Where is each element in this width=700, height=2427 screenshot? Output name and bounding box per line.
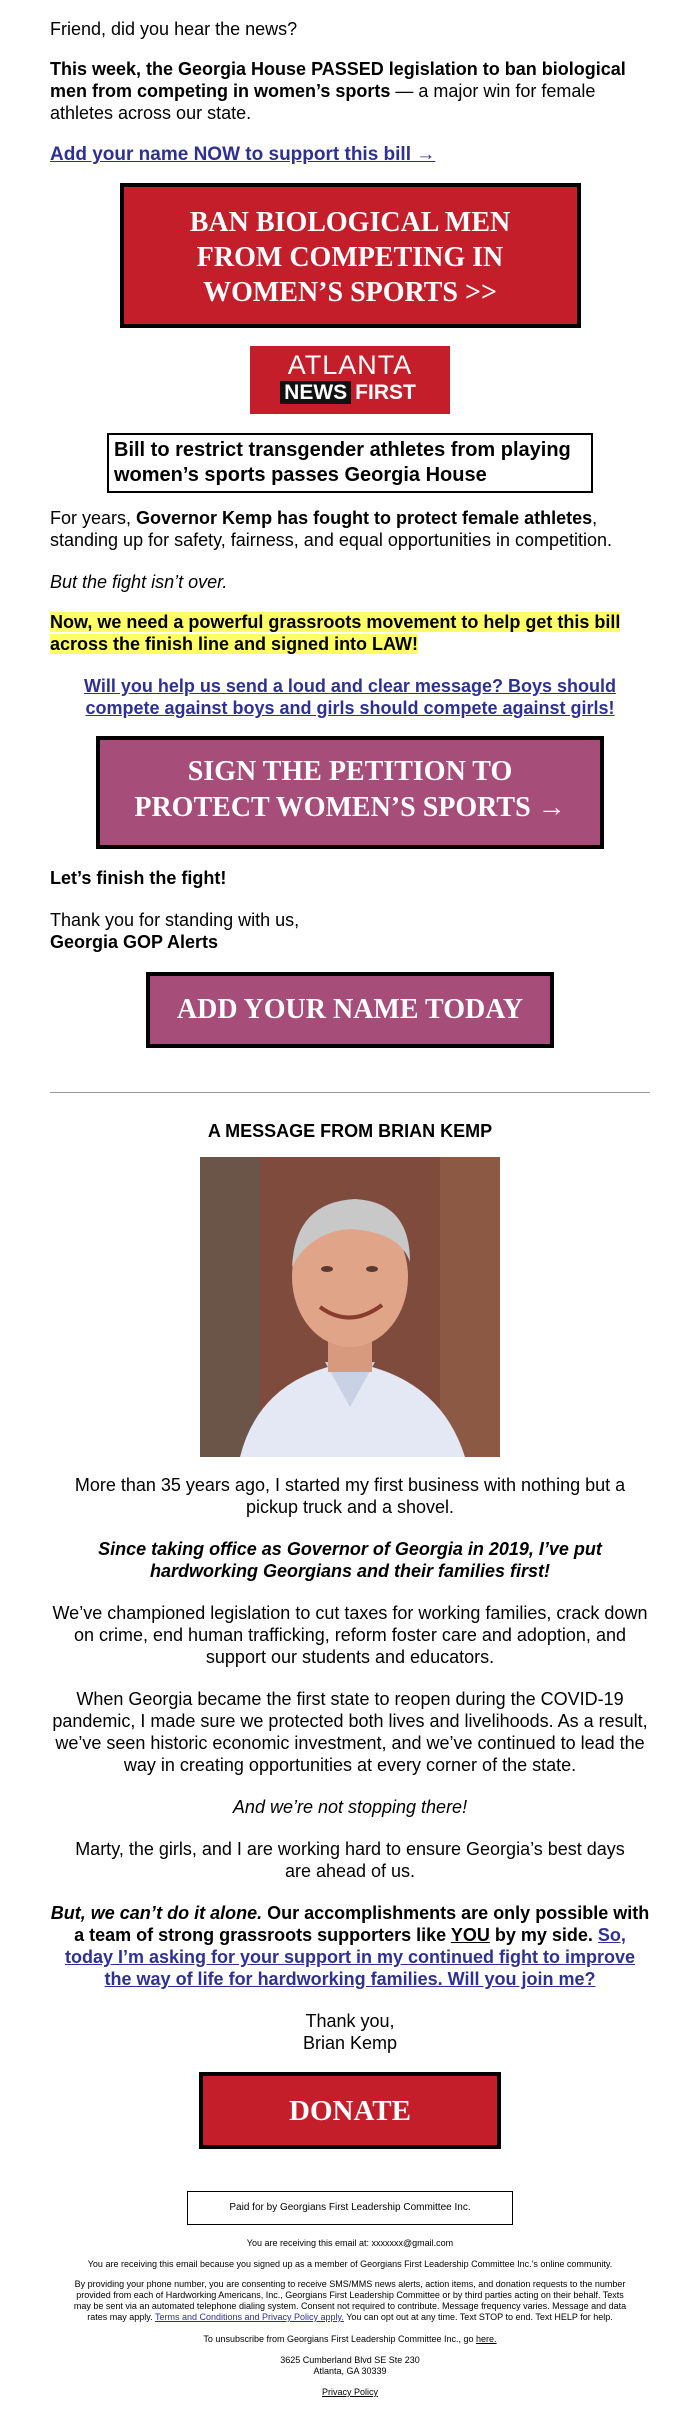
logo-first-text: FIRST	[355, 381, 416, 404]
logo-news-text: NEWS	[280, 381, 351, 404]
logo-top-text: ATLANTA	[287, 350, 413, 380]
sign-petition-button[interactable]	[96, 736, 604, 849]
kemp-heading: A MESSAGE FROM BRIAN KEMP	[207, 1121, 493, 1141]
paragraph-kemp-fought: For years, Governor Kemp has fought to protect female athletes, standing up for safety, fairness, and equal opportunities in competition.	[50, 508, 613, 550]
kemp-p3: We’ve championed legislation to cut taxes for working families, crack down on crime, end human trafficking, reform foster care and adoption, and support our students and educators.	[52, 1603, 648, 1667]
kemp-p1: More than 35 years ago, I started my first business with nothing but a pickup truck and a shovel.	[74, 1475, 626, 1517]
atlanta-news-first-logo	[250, 346, 450, 414]
greeting: Friend, did you hear the news?	[50, 19, 298, 39]
banner1-line2: FROM COMPETING IN	[196, 242, 504, 273]
message-link[interactable]: Will you help us send a loud and clear message? Boys should compete against boys and girls should compete against girls!	[84, 676, 616, 718]
kemp-thanks: Thank you,	[305, 2011, 395, 2031]
intro-paragraph	[50, 58, 650, 124]
address-line2: Atlanta, GA 30339	[313, 2366, 387, 2376]
reason-text: You are receiving this email because you signed up as a member of Georgians First Leadership Committee Inc.'s online community.	[87, 2259, 613, 2269]
headline-box: Bill to restrict transgender athletes from playing women’s sports passes Georgia House	[107, 433, 593, 493]
terms-link[interactable]: Terms and Conditions and Privacy Policy apply.	[154, 2312, 344, 2322]
privacy-policy-link[interactable]: Privacy Policy	[321, 2387, 378, 2397]
support-fight-link[interactable]: So, today I’m asking for your support in my continued fight to improve the way of life for hardworking families. Will you join me?	[64, 1925, 636, 1989]
paragraph-fight-not-over: But the fight isn’t over.	[50, 572, 228, 592]
banner2-line1: SIGN THE PETITION TO	[187, 756, 513, 787]
paid-for-box: Paid for by Georgians First Leadership Committee Inc.	[187, 2191, 513, 2225]
banner3-text: ADD YOUR NAME TODAY	[176, 994, 524, 1025]
finish-fight-text: Let’s finish the fight!	[50, 868, 227, 888]
kemp-photo	[200, 1157, 500, 1457]
address-line1: 3625 Cumberland Blvd SE Ste 230	[280, 2355, 420, 2365]
donate-label: DONATE	[289, 2095, 411, 2127]
kemp-p5: And we’re not stopping there!	[232, 1797, 468, 1817]
receiving-email-text: You are receiving this email at: xxxxxxx@gmail.com	[246, 2238, 454, 2248]
banner1-line3: WOMEN’S SPORTS >>	[203, 277, 497, 308]
intro-rest: — a major win for female athletes across our state.	[50, 81, 596, 123]
kemp-p6: Marty, the girls, and I are working hard to ensure Georgia’s best days are ahead of us.	[75, 1839, 625, 1881]
ban-banner-button[interactable]	[120, 183, 581, 328]
kemp-name: Brian Kemp	[302, 2033, 398, 2053]
paragraph-bold: Governor Kemp has fought to protect female athletes	[136, 508, 593, 528]
support-bill-link[interactable]: Add your name NOW to support this bill →	[50, 144, 436, 165]
banner1-line1: BAN BIOLOGICAL MEN	[189, 207, 511, 238]
add-name-button[interactable]	[146, 972, 554, 1048]
intro-bold: This week, the Georgia House PASSED legislation to ban biological men from competing in women’s sports	[50, 59, 626, 101]
banner2-line2: PROTECT WOMEN’S SPORTS →	[134, 792, 566, 823]
kemp-p7: But, we can’t do it alone. Our accomplishments are only possible with a team of strong grassroots supporters like YOU by my side. So, today I’m asking for your support in my continued fight to improve the way of life for hardworking families. Will you join me?	[50, 1903, 650, 1989]
kemp-p2: Since taking office as Governor of Georgia in 2019, I’ve put hardworking Georgians and their families first!	[98, 1539, 602, 1581]
thanks-text: Thank you for standing with us,	[50, 910, 300, 930]
kemp-p4: When Georgia became the first state to reopen during the COVID-19 pandemic, I made sure we protected both lives and livelihoods. As a result, we’ve seen historic economic investment, and we’ve continued to lead the way in creating opportunities at every corner of the state.	[52, 1689, 648, 1775]
sms-disclaimer: By providing your phone number, you are consenting to receive SMS/MMS news alerts, action items, and donation requests to the number provided from each of Hardworking Americans, Inc., Georgians First Leadership Committee or by third parties acting on their behalf. Texts may be sent via an automated telephone dialing system. Consent not required to contribute. Message frequency varies. Message and data rates may apply. Terms and Conditions and Privacy Policy apply. You can opt out at any time. Text STOP to end. Text HELP for help.	[73, 2279, 627, 2322]
signer-text: Georgia GOP Alerts	[50, 932, 219, 952]
portrait-illustration	[200, 1157, 500, 1457]
donate-button[interactable]	[199, 2072, 501, 2149]
unsubscribe-link[interactable]: here.	[476, 2334, 497, 2344]
unsubscribe-text: To unsubscribe from Georgians First Leadership Committee Inc., go here.	[203, 2334, 497, 2344]
paragraph-grassroots: Now, we need a powerful grassroots movement to help get this bill across the finish line and signed into LAW!	[50, 612, 621, 654]
